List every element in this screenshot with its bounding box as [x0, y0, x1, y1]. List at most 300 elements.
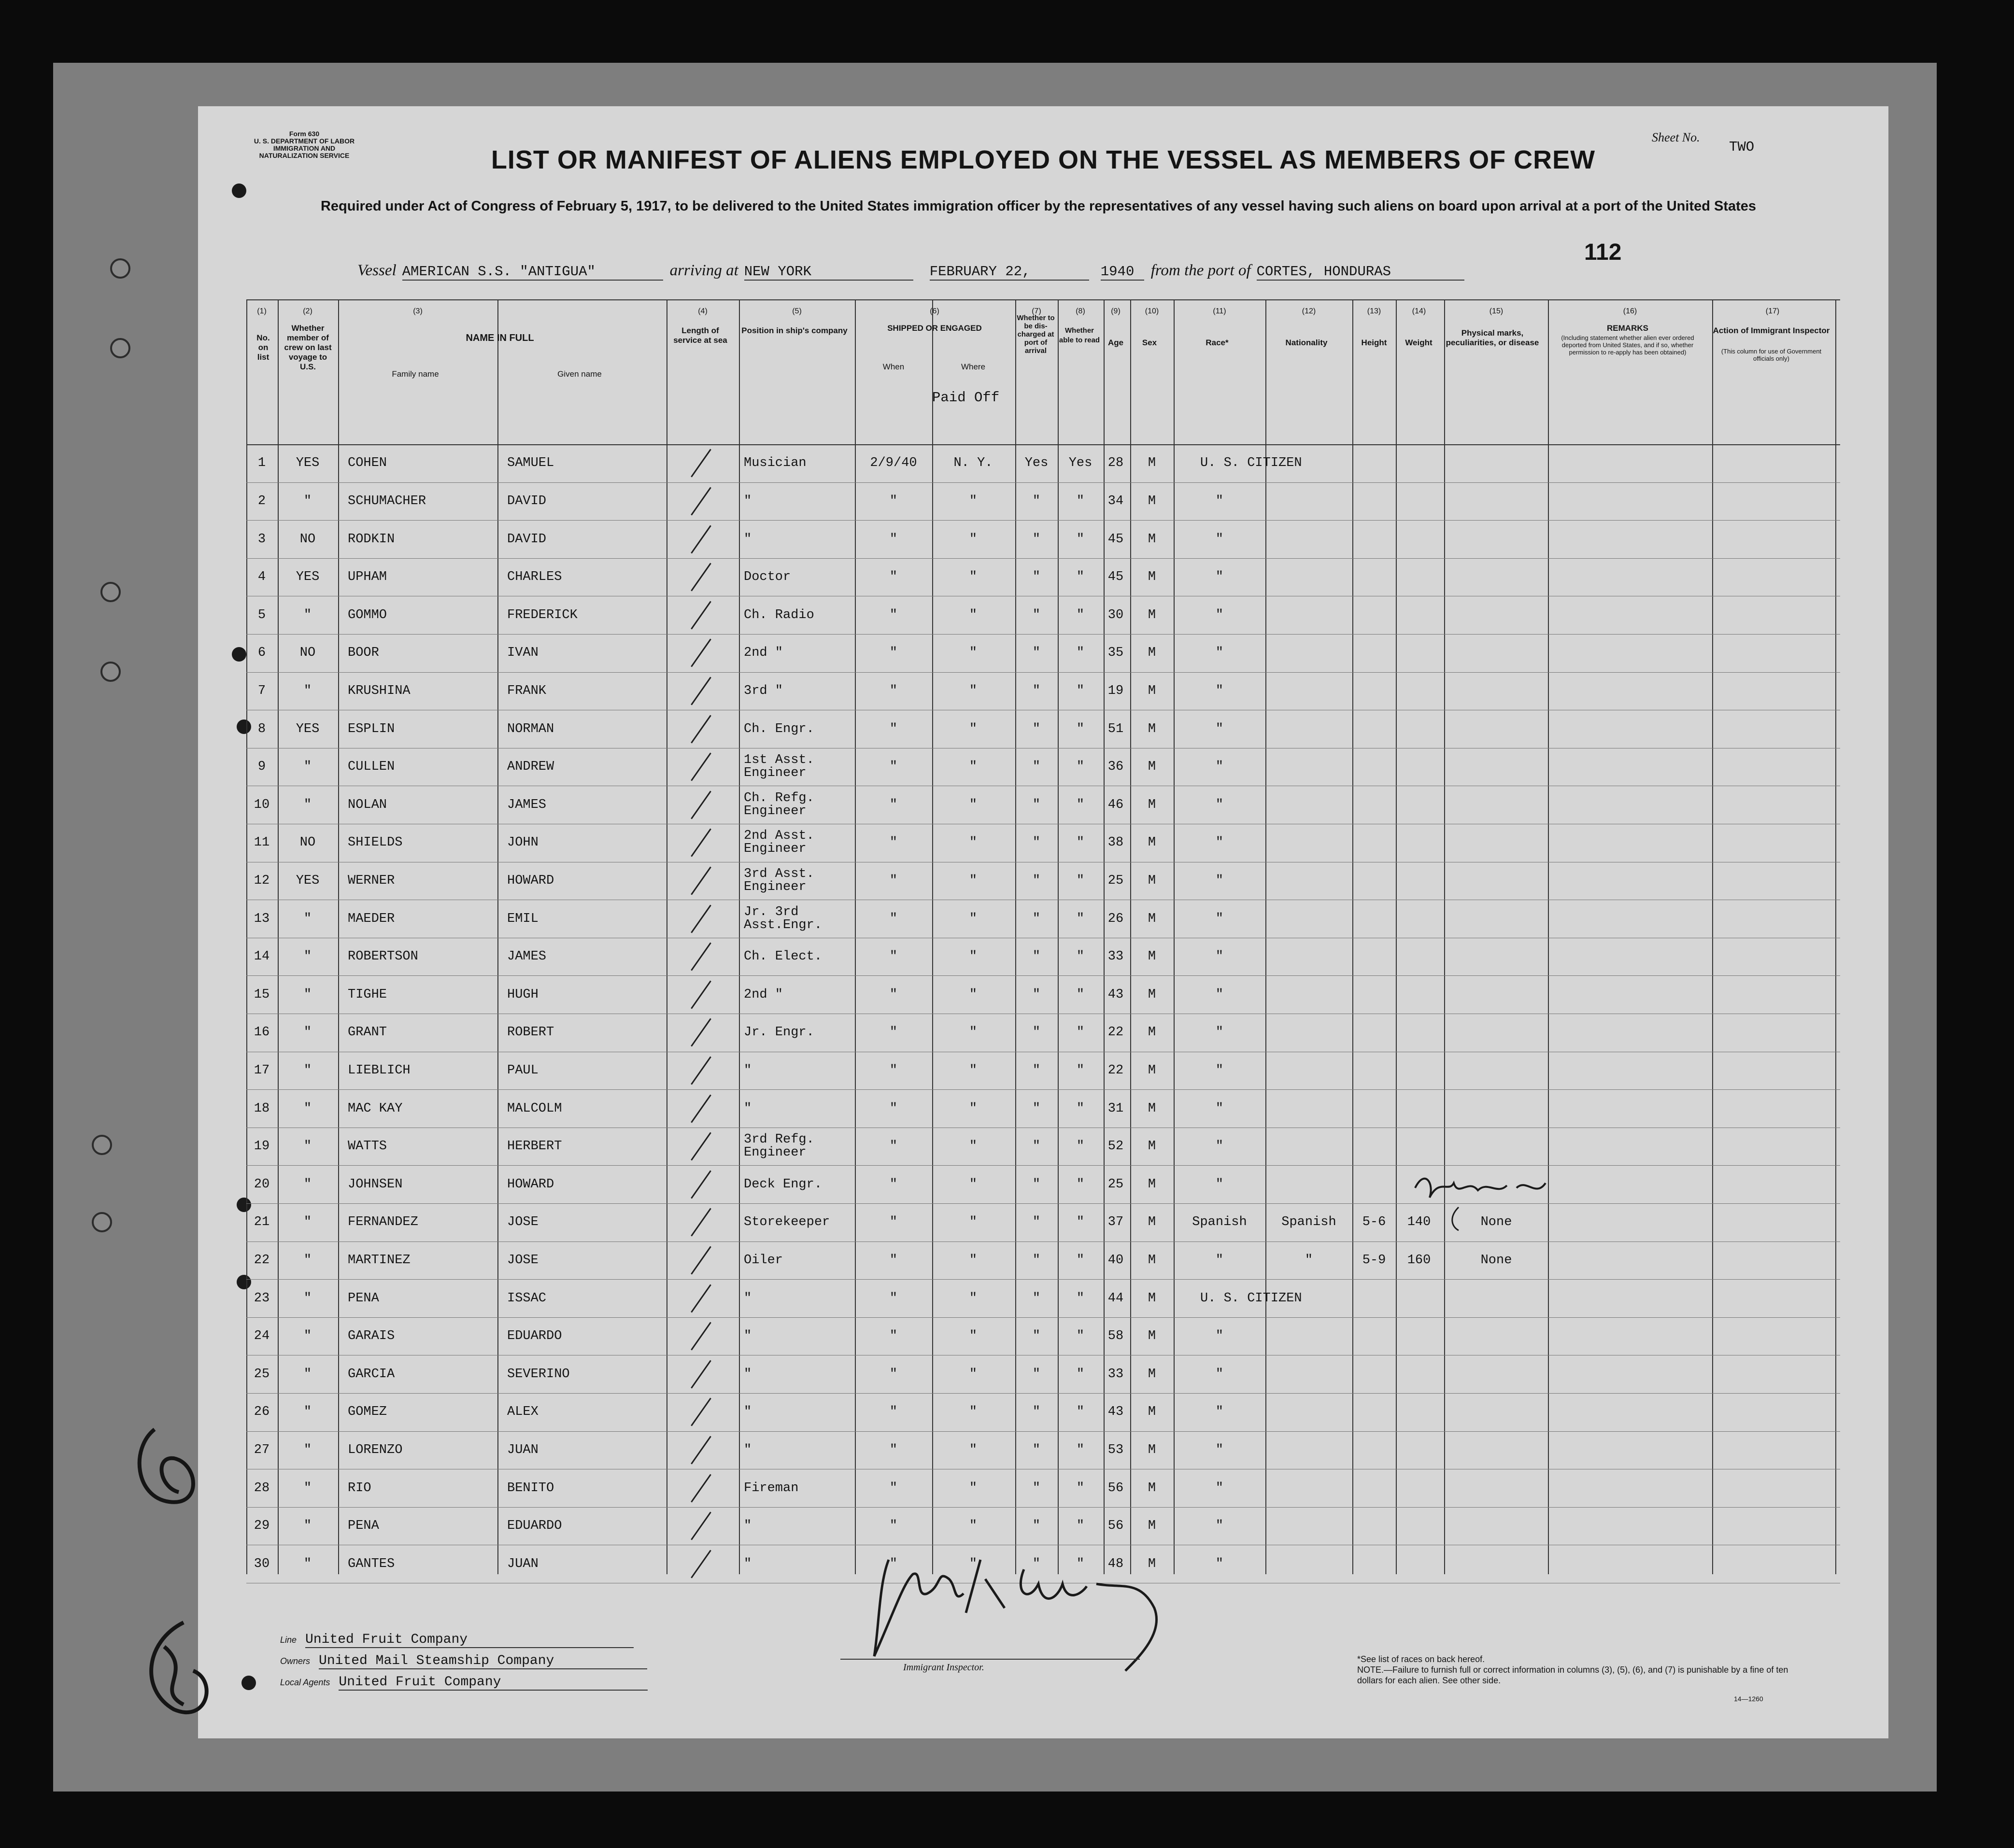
cell-where: ": [969, 987, 978, 1002]
cell-crew: ": [303, 797, 312, 812]
cell-where: ": [969, 1556, 978, 1571]
cell-when: ": [889, 760, 898, 775]
cell-disch: ": [1032, 1139, 1041, 1154]
cell-crew: ": [303, 1481, 312, 1495]
cell-race: ": [1215, 1063, 1224, 1078]
column-number: (16): [1623, 307, 1637, 315]
cell-read: ": [1076, 607, 1085, 622]
cell-age: 22: [1107, 1063, 1124, 1078]
cell-where: ": [969, 607, 978, 622]
cell-given: SAMUEL: [507, 456, 554, 471]
column-number: (3): [413, 307, 423, 315]
cell-sex: M: [1148, 987, 1156, 1002]
cell-age: 37: [1107, 1215, 1124, 1230]
cell-no: 17: [254, 1063, 270, 1078]
cell-race: ": [1215, 1329, 1224, 1344]
cell-family: GARAIS: [348, 1329, 395, 1344]
service-tick-mark: [691, 525, 711, 553]
table-row-rule: [246, 444, 1840, 445]
department: U. S. DEPARTMENT OF LABOR: [254, 137, 355, 145]
cell-height: 5-9: [1362, 1253, 1386, 1268]
table-row-rule: [246, 1203, 1840, 1204]
table-column-rule: [1396, 299, 1397, 1574]
cell-sex: M: [1148, 646, 1156, 661]
cell-where: ": [969, 646, 978, 661]
cell-no: 28: [254, 1481, 270, 1495]
cell-position: Jr. Engr.: [744, 1025, 814, 1040]
cell-race: ": [1215, 797, 1224, 812]
line-value: United Fruit Company: [305, 1632, 634, 1648]
cell-family: GOMEZ: [348, 1405, 387, 1420]
cell-family: LORENZO: [348, 1442, 403, 1457]
cell-crew: ": [303, 1025, 312, 1040]
cell-crew: ": [303, 494, 312, 508]
table-column-rule: [1104, 299, 1105, 1574]
cell-no: 13: [254, 911, 270, 926]
table-column-rule: [855, 299, 856, 1574]
from-port: CORTES, HONDURAS: [1257, 264, 1464, 281]
cell-given: IVAN: [507, 646, 539, 661]
sheet-number: TWO: [1729, 139, 1755, 155]
cell-read: ": [1076, 760, 1085, 775]
cell-given: EMIL: [507, 911, 539, 926]
cell-disch: ": [1032, 835, 1041, 850]
cell-position: ": [744, 1063, 752, 1078]
cell-crew: ": [303, 987, 312, 1002]
table-column-rule: [1352, 299, 1353, 1574]
table-column-rule: [1130, 299, 1131, 1574]
cell-when: ": [889, 1177, 898, 1192]
table-row-rule: [246, 299, 1840, 300]
cell-read: ": [1076, 1519, 1085, 1534]
binder-ring: [110, 258, 130, 279]
page-title: LIST OR MANIFEST OF ALIENS EMPLOYED ON THE VESSEL AS MEMBERS OF CREW: [491, 145, 1596, 174]
cell-given: HUGH: [507, 987, 539, 1002]
cell-family: GANTES: [348, 1556, 395, 1571]
cell-weight: 160: [1407, 1253, 1431, 1268]
cell-position: Storekeeper: [744, 1215, 830, 1230]
cell-position: Fireman: [744, 1481, 799, 1495]
cell-position: ": [744, 1405, 752, 1420]
cell-disch: ": [1032, 1177, 1041, 1192]
cell-age: 33: [1107, 949, 1124, 964]
cell-family: MAEDER: [348, 911, 395, 926]
cell-position: 3rd Asst. Engineer: [744, 866, 814, 894]
cell-sex: M: [1148, 1215, 1156, 1230]
cell-age: 45: [1107, 532, 1124, 547]
cell-race: ": [1215, 1139, 1224, 1154]
cell-race: ": [1215, 721, 1224, 736]
cell-given: PAUL: [507, 1063, 539, 1078]
cell-disch: ": [1032, 987, 1041, 1002]
cell-read: ": [1076, 646, 1085, 661]
cell-no: 16: [254, 1025, 270, 1040]
service-tick-mark: [691, 715, 711, 743]
cell-read: ": [1076, 721, 1085, 736]
cell-sex: M: [1148, 456, 1156, 471]
col-nationality-header: Nationality: [1285, 338, 1328, 347]
cell-family: BOOR: [348, 646, 379, 661]
cell-age: 45: [1107, 570, 1124, 585]
cell-family: SCHUMACHER: [348, 494, 426, 508]
cell-read: ": [1076, 1291, 1085, 1306]
owners-label: Owners: [280, 1656, 311, 1666]
cell-age: 46: [1107, 797, 1124, 812]
service-tick-mark: [691, 866, 711, 895]
cell-family: PENA: [348, 1291, 379, 1306]
cell-where: ": [969, 911, 978, 926]
table-column-rule: [1174, 299, 1175, 1574]
cell-where: ": [969, 1291, 978, 1306]
column-number: (11): [1213, 307, 1226, 315]
service-tick-mark: [691, 753, 711, 781]
cell-age: 43: [1107, 1405, 1124, 1420]
table-row-rule: [246, 1241, 1840, 1242]
cell-age: 44: [1107, 1291, 1124, 1306]
cell-given: EDUARDO: [507, 1519, 562, 1534]
penalty-note: NOTE.—Failure to furnish full or correct information in columns (3), (5), (6), and (7) is punishable by a fine of ten dollars for each alien. See other side.: [1357, 1665, 1788, 1685]
cell-read: ": [1076, 683, 1085, 698]
cell-read: ": [1076, 494, 1085, 508]
cell-disch: ": [1032, 1329, 1041, 1344]
cell-no: 8: [257, 721, 266, 736]
cell-where: ": [969, 1329, 978, 1344]
col-shipped-header: SHIPPED OR ENGAGED: [887, 324, 982, 333]
cell-where: ": [969, 797, 978, 812]
cell-sex: M: [1148, 835, 1156, 850]
cell-family: PENA: [348, 1519, 379, 1534]
cell-no: 25: [254, 1367, 270, 1382]
cell-age: 22: [1107, 1025, 1124, 1040]
cell-age: 36: [1107, 760, 1124, 775]
races-note: *See list of races on back hereof.: [1357, 1654, 1485, 1664]
col-weight-header: Weight: [1405, 338, 1432, 347]
cell-disch: ": [1032, 1063, 1041, 1078]
service-tick-mark: [691, 1436, 711, 1464]
cell-age: 51: [1107, 721, 1124, 736]
cell-crew: ": [303, 1291, 312, 1306]
cell-weight: 140: [1407, 1215, 1431, 1230]
cell-age: 35: [1107, 646, 1124, 661]
cell-race: ": [1215, 1367, 1224, 1382]
cell-no: 6: [257, 646, 266, 661]
cell-family: RODKIN: [348, 532, 395, 547]
cell-crew: ": [303, 1101, 312, 1116]
cell-age: 25: [1107, 873, 1124, 888]
crew-table: [246, 299, 1840, 1574]
cell-no: 29: [254, 1519, 270, 1534]
cell-disch: ": [1032, 1519, 1041, 1534]
cell-disch: ": [1032, 570, 1041, 585]
page-subtitle: Required under Act of Congress of February 5, 1917, to be delivered to the United States immigration officer by the representatives of any vessel having such aliens on board upon arrival at a port of the United States: [320, 198, 1757, 214]
cell-race: ": [1215, 532, 1224, 547]
table-row-rule: [246, 634, 1840, 635]
cell-no: 15: [254, 987, 270, 1002]
cell-disch: ": [1032, 721, 1041, 736]
cell-where: ": [969, 721, 978, 736]
cell-given: HOWARD: [507, 873, 554, 888]
line-label: Line: [280, 1635, 297, 1645]
table-row-rule: [246, 975, 1840, 976]
cell-sex: M: [1148, 1177, 1156, 1192]
cell-no: 14: [254, 949, 270, 964]
cell-given: JAMES: [507, 797, 547, 812]
col-sex-header: Sex: [1142, 338, 1157, 347]
cell-position: 2nd ": [744, 646, 783, 661]
cell-given: HERBERT: [507, 1139, 562, 1154]
cell-age: 34: [1107, 494, 1124, 508]
cell-marks: None: [1480, 1253, 1512, 1268]
cell-when: ": [889, 1481, 898, 1495]
table-column-rule: [1265, 299, 1266, 1574]
cell-sex: M: [1148, 1253, 1156, 1268]
col-height-header: Height: [1361, 338, 1387, 347]
cell-read: ": [1076, 873, 1085, 888]
table-row-rule: [246, 1279, 1840, 1280]
table-column-rule: [1444, 299, 1445, 1574]
cell-age: 28: [1107, 456, 1124, 471]
column-number: (15): [1489, 307, 1503, 315]
cell-given: FRANK: [507, 683, 547, 698]
col-position-header: Position in ship's company: [741, 326, 848, 335]
cell-when: ": [889, 987, 898, 1002]
cell-where: ": [969, 1481, 978, 1495]
table-column-rule: [338, 299, 339, 1574]
cell-where: ": [969, 570, 978, 585]
cell-family: MAC KAY: [348, 1101, 403, 1116]
cell-disch: ": [1032, 760, 1041, 775]
table-column-rule: [1015, 299, 1016, 1574]
cell-given: SEVERINO: [507, 1367, 570, 1382]
cell-family: ESPLIN: [348, 721, 395, 736]
cell-age: 52: [1107, 1139, 1124, 1154]
col-marks-header: Physical marks, peculiarities, or disease: [1446, 328, 1539, 347]
cell-disch: ": [1032, 873, 1041, 888]
column-number: (1): [257, 307, 267, 315]
col-discharge-header: Whether to be dis-charged at port of arrival: [1017, 314, 1055, 355]
cell-given: JOSE: [507, 1253, 539, 1268]
col-age-header: Age: [1107, 338, 1124, 347]
cell-age: 53: [1107, 1442, 1124, 1457]
cell-where: ": [969, 949, 978, 964]
service-tick-mark: [691, 1360, 711, 1388]
cell-given: BENITO: [507, 1481, 554, 1495]
cell-position: 2nd ": [744, 987, 783, 1002]
cell-crew: ": [303, 1329, 312, 1344]
cell-when: ": [889, 1291, 898, 1306]
cell-sex: M: [1148, 1139, 1156, 1154]
cell-position: Ch. Engr.: [744, 721, 814, 736]
cell-given: ISSAC: [507, 1291, 547, 1306]
cell-when: ": [889, 1063, 898, 1078]
table-row-rule: [246, 482, 1840, 483]
cell-race: ": [1215, 1556, 1224, 1571]
column-number: (4): [698, 307, 708, 315]
cell-where: ": [969, 835, 978, 850]
cell-age: 26: [1107, 911, 1124, 926]
cell-no: 9: [257, 760, 266, 775]
cell-disch: ": [1032, 1367, 1041, 1382]
cell-sex: M: [1148, 1025, 1156, 1040]
cell-position: ": [744, 532, 752, 547]
cell-sex: M: [1148, 1519, 1156, 1534]
cell-read: ": [1076, 1442, 1085, 1457]
cell-race: ": [1215, 1253, 1224, 1268]
cell-crew: ": [303, 683, 312, 698]
service-tick-mark: [691, 1170, 711, 1199]
cell-nat: Spanish: [1281, 1215, 1336, 1230]
cell-sex: M: [1148, 683, 1156, 698]
cell-no: 27: [254, 1442, 270, 1457]
cell-position: 3rd ": [744, 683, 783, 698]
cell-disch: ": [1032, 949, 1041, 964]
cell-family: UPHAM: [348, 570, 387, 585]
cell-position: Ch. Refg. Engineer: [744, 790, 814, 818]
cell-when: ": [889, 1139, 898, 1154]
cell-race: ": [1215, 1177, 1224, 1192]
table-row-rule: [246, 1431, 1840, 1432]
cell-no: 1: [257, 456, 266, 471]
agents-value: United Fruit Company: [339, 1675, 648, 1691]
col-read-header: Whether able to read: [1059, 326, 1100, 344]
cell-race: ": [1215, 1442, 1224, 1457]
cell-where: ": [969, 1405, 978, 1420]
col-family-header: Family name: [392, 369, 439, 379]
cell-family: ROBERTSON: [348, 949, 418, 964]
cell-read: ": [1076, 1367, 1085, 1382]
cell-crew: ": [303, 1177, 312, 1192]
service-tick-mark: [691, 1474, 711, 1502]
cell-read: ": [1076, 797, 1085, 812]
cell-no: 21: [254, 1215, 270, 1230]
cell-when: ": [889, 1101, 898, 1116]
cell-read: ": [1076, 1253, 1085, 1268]
cell-position: ": [744, 1291, 752, 1306]
column-number: (8): [1076, 307, 1085, 315]
cell-race: ": [1215, 1481, 1224, 1495]
cell-family: CULLEN: [348, 760, 395, 775]
cell-when: ": [889, 1215, 898, 1230]
cell-when: 2/9/40: [870, 456, 917, 471]
agents-label: Local Agents: [280, 1678, 330, 1687]
arrival-port: NEW YORK: [744, 264, 913, 281]
cell-when: ": [889, 1329, 898, 1344]
cell-disch: ": [1032, 1253, 1041, 1268]
table-row-rule: [246, 1317, 1840, 1318]
cell-read: ": [1076, 987, 1085, 1002]
cell-sex: M: [1148, 1442, 1156, 1457]
cell-where: ": [969, 532, 978, 547]
service-tick-mark: [691, 790, 711, 819]
table-row-rule: [246, 1393, 1840, 1394]
cell-crew: ": [303, 1253, 312, 1268]
cell-given: NORMAN: [507, 721, 554, 736]
table-column-rule: [278, 299, 279, 1574]
cell-sex: M: [1148, 570, 1156, 585]
col-remarks-header: REMARKS: [1607, 324, 1648, 333]
table-row-rule: [246, 1089, 1840, 1090]
cell-given: JOSE: [507, 1215, 539, 1230]
cell-crew: NO: [299, 532, 316, 547]
cell-when: ": [889, 835, 898, 850]
service-tick-mark: [691, 1094, 711, 1123]
cell-position: Jr. 3rd Asst.Engr.: [744, 904, 823, 932]
column-number: (13): [1367, 307, 1381, 315]
cell-no: 7: [257, 683, 266, 698]
cell-sex: M: [1148, 873, 1156, 888]
col-remarks-note: (Including statement whether alien ever ordered deported from United States, and if so, whether permission to re-apply has been obtained): [1561, 334, 1694, 356]
cell-age: 31: [1107, 1101, 1124, 1116]
cell-given: HOWARD: [507, 1177, 554, 1192]
cell-crew: ": [303, 607, 312, 622]
cell-when: ": [889, 797, 898, 812]
cell-crew: ": [303, 760, 312, 775]
cell-when: ": [889, 1519, 898, 1534]
cell-race: ": [1215, 1025, 1224, 1040]
binder-ring: [100, 662, 121, 682]
service-tick-mark: [691, 1550, 711, 1578]
cell-age: 30: [1107, 607, 1124, 622]
cell-sex: M: [1148, 797, 1156, 812]
col-given-header: Given name: [557, 369, 602, 379]
table-column-rule: [739, 299, 740, 1574]
cell-read: ": [1076, 835, 1085, 850]
cell-race: ": [1215, 949, 1224, 964]
cell-position: ": [744, 1367, 752, 1382]
column-number: (2): [303, 307, 312, 315]
cell-crew: ": [303, 949, 312, 964]
sheet-label: Sheet No.: [1652, 130, 1700, 144]
table-column-rule: [497, 299, 498, 1574]
cell-race: ": [1215, 835, 1224, 850]
handwritten-note: [1405, 1169, 1570, 1231]
cell-age: 19: [1107, 683, 1124, 698]
binder-ring: [100, 582, 121, 602]
cell-position: Doctor: [744, 570, 791, 585]
cell-no: 19: [254, 1139, 270, 1154]
cell-position: ": [744, 1101, 752, 1116]
cell-disch: ": [1032, 1481, 1041, 1495]
table-column-rule: [1835, 299, 1836, 1574]
cell-given: ANDREW: [507, 760, 554, 775]
form-number: Form 630: [289, 130, 320, 138]
cell-crew: YES: [296, 456, 320, 471]
col-action-header: Action of Immigrant Inspector: [1713, 326, 1830, 335]
cell-family: FERNANDEZ: [348, 1215, 418, 1230]
cell-disch: ": [1032, 1215, 1041, 1230]
service-tick-mark: [691, 1512, 711, 1540]
column-number: (10): [1145, 307, 1159, 315]
cell-read: ": [1076, 949, 1085, 964]
cell-no: 12: [254, 873, 270, 888]
cell-age: 56: [1107, 1519, 1124, 1534]
arrival-date: FEBRUARY 22,: [930, 264, 1089, 281]
cell-disch: ": [1032, 683, 1041, 698]
cell-sex: M: [1148, 1556, 1156, 1571]
cell-read: ": [1076, 1177, 1085, 1192]
table-row-rule: [246, 672, 1840, 673]
cell-age: 56: [1107, 1481, 1124, 1495]
service-tick-mark: [691, 487, 711, 515]
cell-read: ": [1076, 1556, 1085, 1571]
cell-family: COHEN: [348, 456, 387, 471]
cell-age: 40: [1107, 1253, 1124, 1268]
manifest-page: [198, 106, 1888, 1738]
cell-given: ROBERT: [507, 1025, 554, 1040]
cell-given: MALCOLM: [507, 1101, 562, 1116]
vessel-name: AMERICAN S.S. "ANTIGUA": [402, 264, 663, 281]
cell-race: ": [1215, 1101, 1224, 1116]
